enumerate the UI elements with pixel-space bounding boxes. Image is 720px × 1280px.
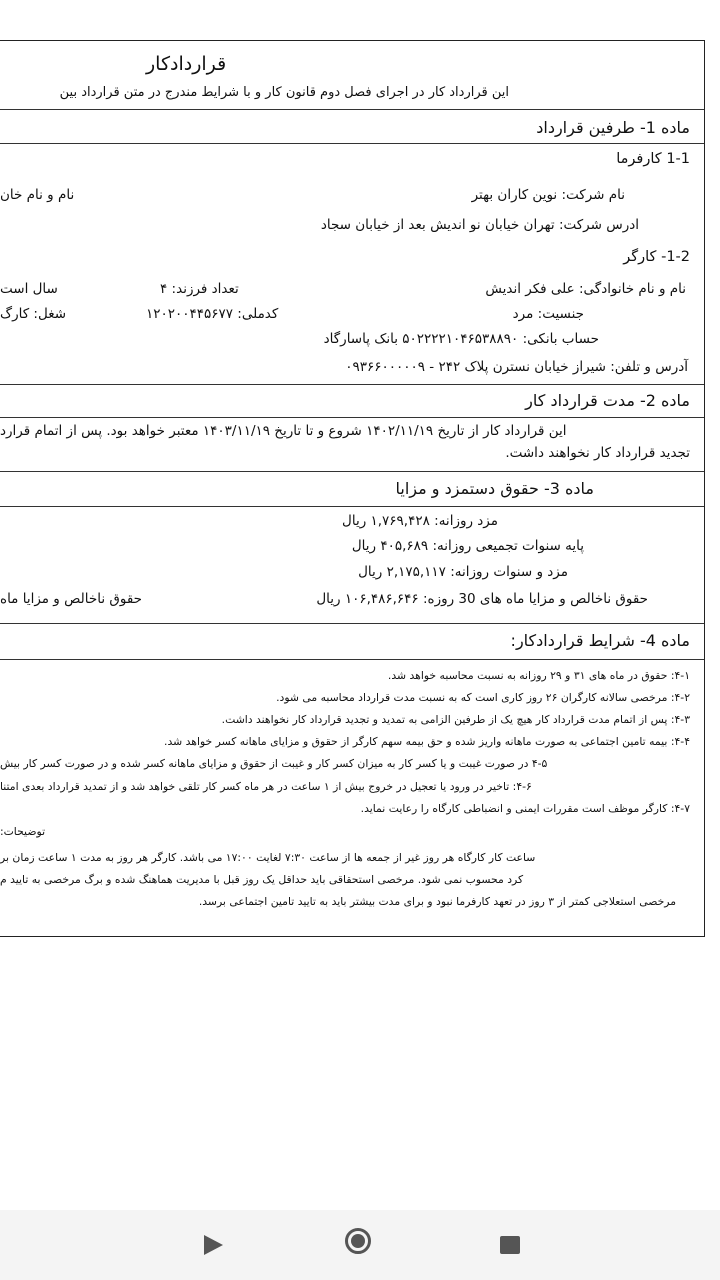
seniority-base: پایه سنوات تجمیعی روزانه: ۴۰۵,۶۸۹ ریال [351,538,584,554]
gender: جنسیت: مرد [512,306,584,322]
company-name: نام شرکت: نوین کاران بهتر [471,187,625,203]
national-id: کدملی: ۱۲۰۲۰۰۴۴۵۶۷۷ [146,306,279,322]
recent-apps-icon[interactable] [500,1236,520,1254]
contract-period-line2: تجدید قرارداد کار نخواهند داشت. [505,445,690,461]
worker-heading: 1-2- کارگر [623,249,690,265]
children-count: تعداد فرزند: ۴ [160,281,239,297]
condition-item: ۴-۷: کارگر موظف است مقررات ایمنی و انضباطی کارگاه را رعایت نماید. [360,802,690,815]
divider [0,384,705,385]
condition-item: ۴-۲: مرخصی سالانه کارگران ۲۶ روز کاری است که به نسبت مدت قرارداد محاسبه می شود. [276,691,690,704]
notes-label: توضیحات: [0,825,46,838]
section-2-title: ماده 2- مدت قرارداد کار [525,391,690,410]
bank-account: حساب بانکی: ۵۰۲۲۲۲۱۰۴۶۵۳۸۸۹۰ بانک پاسارگاد [323,331,599,347]
contract-period-line1: این قرارداد کار از تاریخ ۱۴۰۲/۱۱/۱۹ شروع و تا تاریخ ۱۴۰۳/۱۱/۱۹ معتبر خواهد بود. پس از اتمام قرارد [0,423,567,439]
divider [0,417,705,418]
contract-title: قراردادکار [146,53,227,75]
address-phone: آدرس و تلفن: شیراز خیابان نسترن پلاک ۲۴۲ - ۰۹۳۶۶۰۰۰۰۰۹ [345,359,688,375]
divider [0,623,705,624]
company-address: ادرس شرکت: تهران خیابان نو اندیش بعد از خیابان سجاد [320,217,639,233]
divider [0,471,705,472]
notes-line: مرخصی استعلاجی کمتر از ۳ روز در تعهد کارفرما نبود و برای مدت بیشتر باید به تایید تامین اجتماعی برسد. [198,895,676,908]
condition-item: ۴-۱: حقوق در ماه های ۳۱ و ۲۹ روزانه به نسبت محاسبه خواهد شد. [387,669,690,682]
daily-wage: مزد روزانه: ۱,۷۶۹,۴۲۸ ریال [342,513,498,529]
contract-document [0,40,705,937]
back-icon[interactable] [204,1235,223,1255]
gross-salary-30: حقوق ناخالص و مزایا ماه های 30 روزه: ۱۰۶,۴۸۶,۶۴۶ ریال [316,591,648,607]
divider [0,659,705,660]
job-cut: شغل: کارگ [0,306,67,322]
condition-item: ۴-۶: تاخیر در ورود یا تعجیل در خروج بیش از ۱ ساعت در هر ماه کسر کار تلقی خواهد شد و از تمدید قرارداد بعدی امتنا [0,780,532,793]
contract-intro: این قرارداد کار در اجرای فصل دوم قانون کار و با شرایط مندرج در متن قرارداد بین [59,85,509,100]
condition-item: ۴-۳: پس از اتمام مدت قرارداد کار هیچ یک از طرفین الزامی به تمدید و تجدید قرارداد کار نخواهند داشت. [221,713,690,726]
divider [0,506,705,507]
name-label-cut: نام و نام خان [0,187,75,203]
section-4-title: ماده 4- شرایط قراردادکار: [510,631,690,650]
worker-name: نام و نام خانوادگی: علی فکر اندیش [485,281,686,297]
condition-item: ۴-۴: بیمه تامین اجتماعی به صورت ماهانه واریز شده و حق بیمه سهم کارگر از حقوق و مزایای ماهانه کسر خواهد شد. [164,735,690,748]
notes-line: کرد محسوب نمی شود. مرخصی استحقاقی باید حداقل یک روز قبل با مدیریت هماهنگ شده و برگ مرخصی به تایید م [0,873,524,886]
section-3-title: ماده 3- حقوق دستمزد و مزایا [395,479,594,498]
divider [0,109,705,110]
divider [0,143,705,144]
wage-and-seniority: مزد و سنوات روزانه: ۲,۱۷۵,۱۱۷ ریال [358,564,568,580]
condition-item: ۴-۵ در صورت غیبت و یا کسر کار به میزان کسر کار و غیبت از حقوق و مزایای ماهانه کسر شده و در صورت کسر کار بیش [0,757,548,770]
gross-salary-cut: حقوق ناخالص و مزایا ماه [0,591,143,607]
employer-heading: 1-1 کارفرما [616,151,690,167]
notes-line: ساعت کار کارگاه هر روز غیر از جمعه ها از ساعت ۷:۳۰ لغایت ۱۷:۰۰ می باشد. کارگر هر روز به مدت ۱ ساعت زمان بر [0,851,536,864]
section-1-title: ماده 1- طرفین قرارداد [536,118,690,137]
birth-year-cut: سال است [0,281,58,297]
home-icon[interactable] [345,1228,371,1254]
